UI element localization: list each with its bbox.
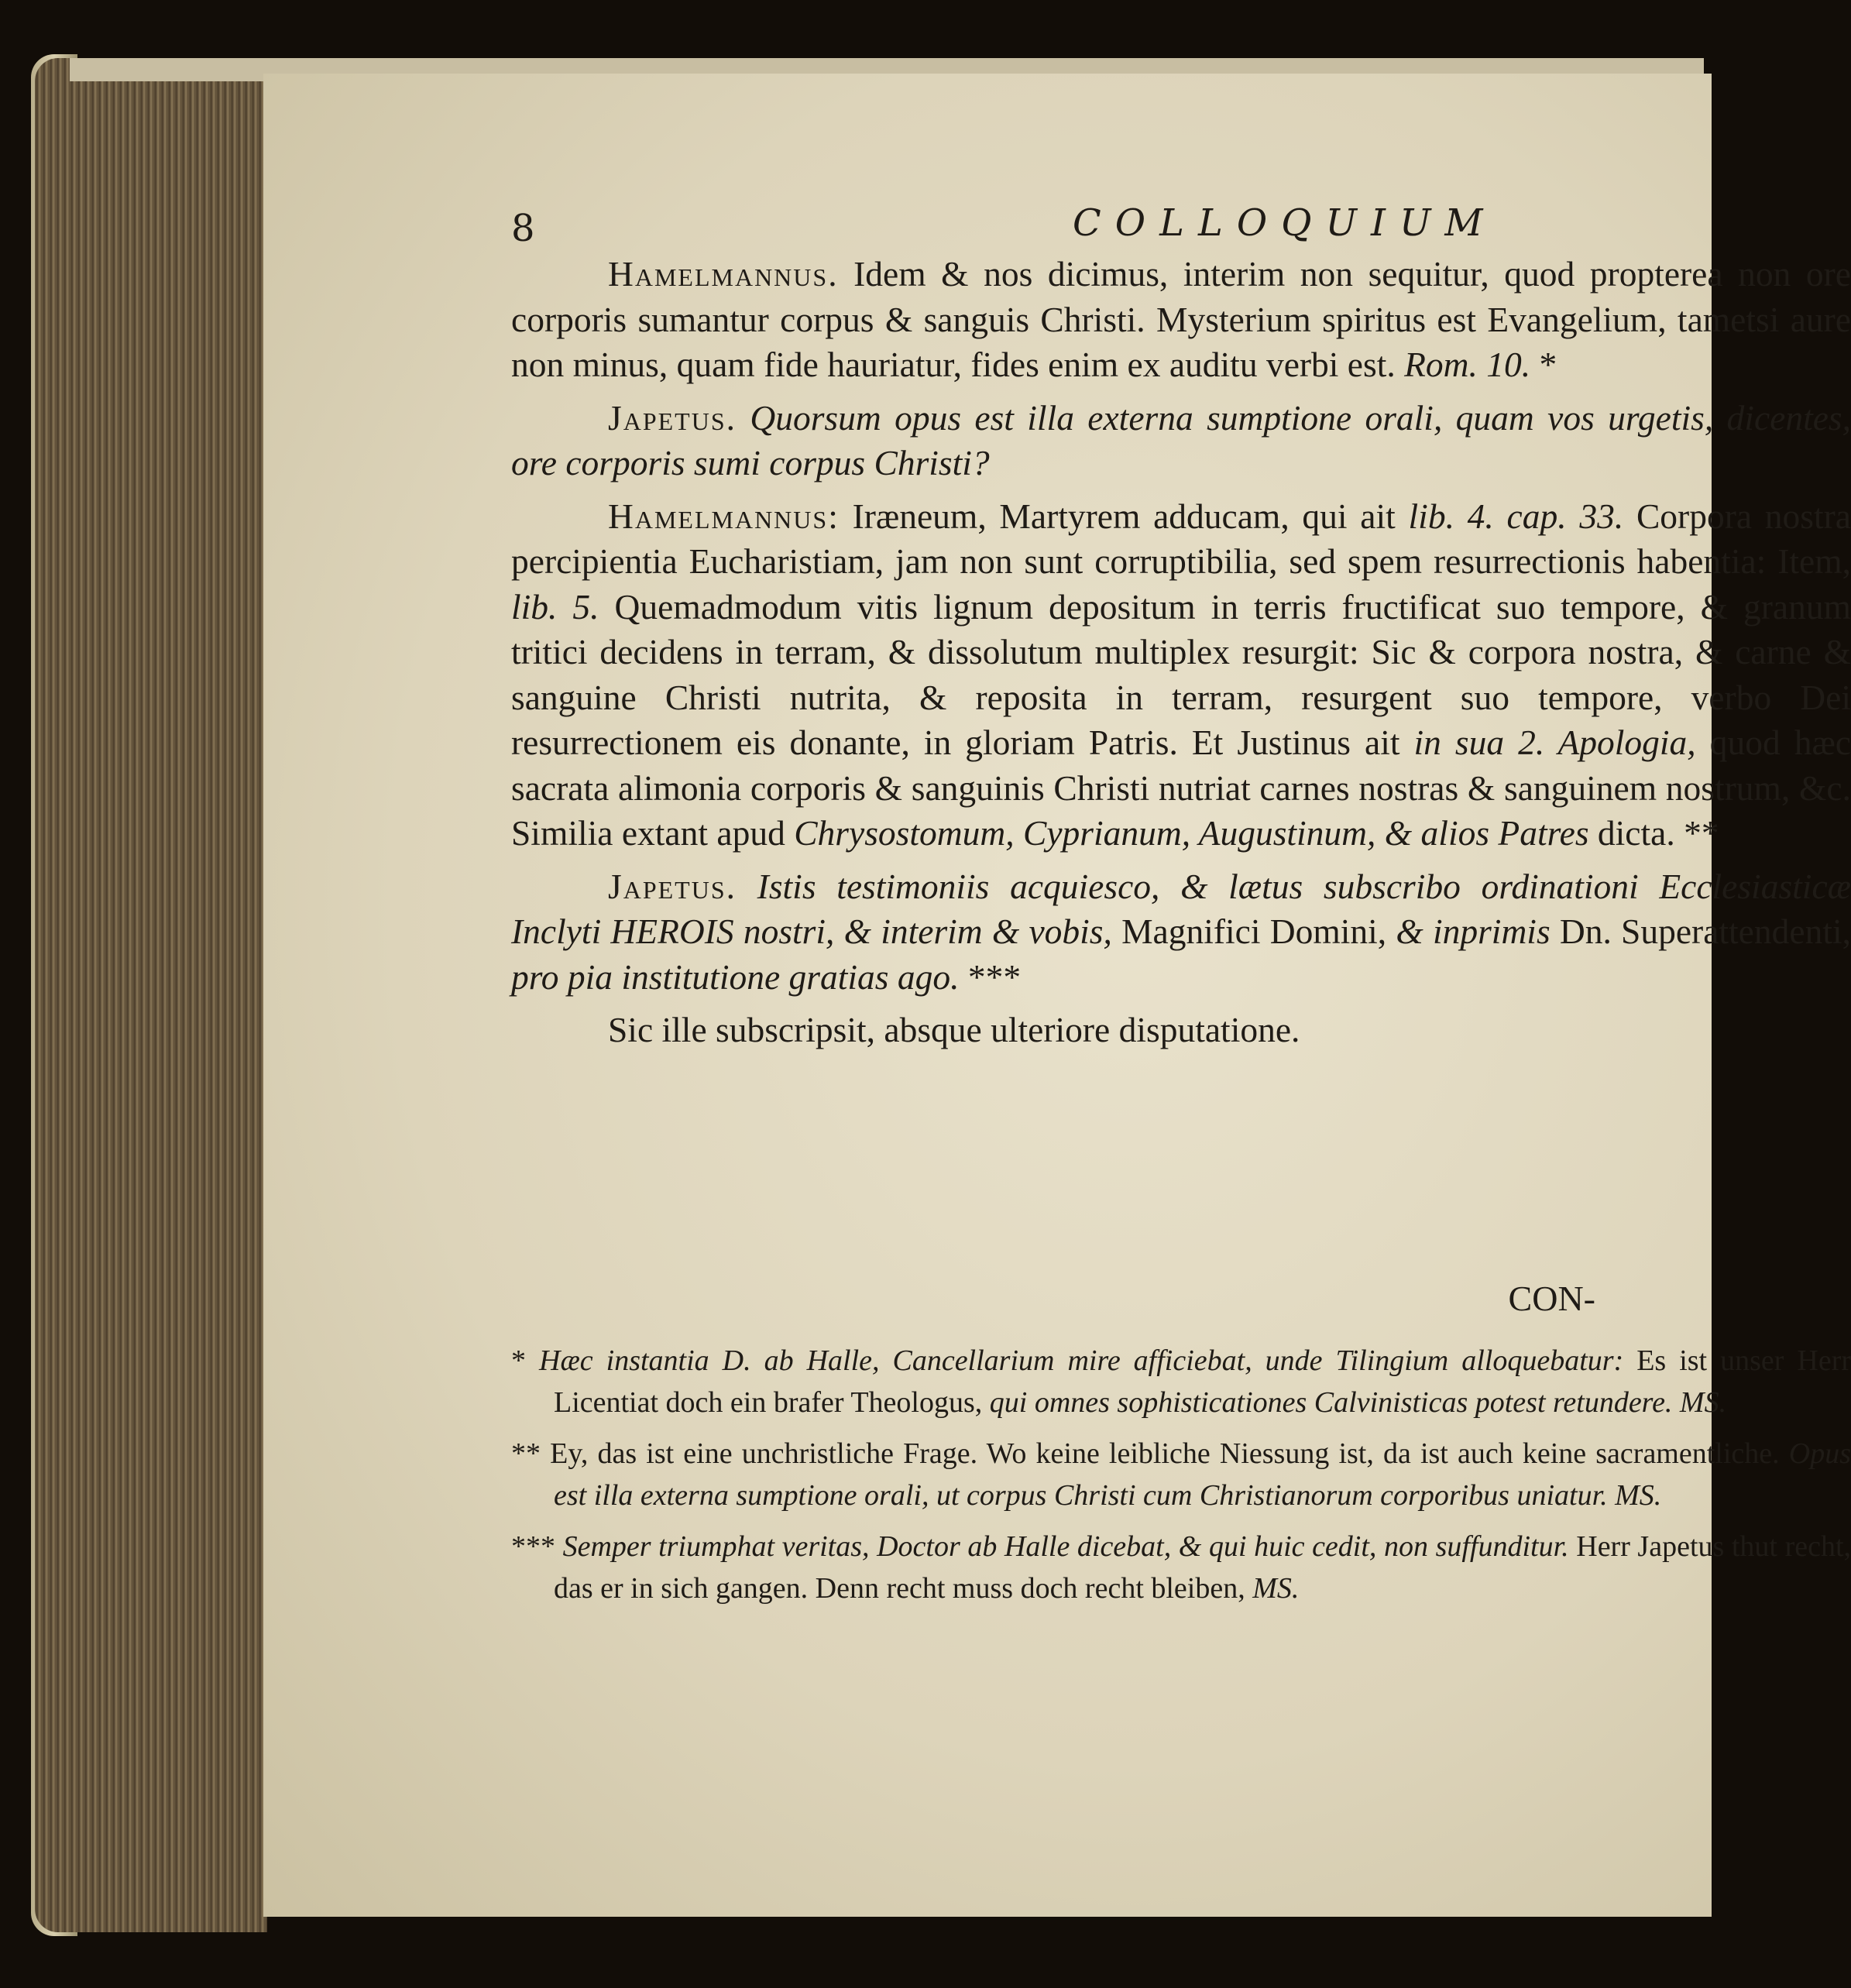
paragraph-text: Idem & nos dicimus, interim non sequitur, quod propterea non ore corporis sumantur corpus & sanguis Christi. Mysterium spiritus est Evangelium, tametsi aure non minus, quam fide hauriatur, fides enim ex auditu verbi est. [511,254,1851,384]
paragraph-text: Magnifici Domini, [1111,912,1396,951]
paragraph-text: & inprimis [1396,912,1551,951]
paragraph-text: Sic ille subscripsit, absque ulteriore disputatione. [608,1010,1300,1049]
catchword: CON- [1508,1279,1595,1318]
footnote-text: Opus est illa externa sumptione orali, ut corpus Christi cum Christianorum corporibus uniatur. MS. [554,1437,1851,1512]
footnote-text: Es ist unser Herr Licentiat doch ein brafer Theologus, [554,1344,1851,1419]
paragraph-text: Corpora nostra percipientia Eucharistiam, jam non sunt corruptibilia, sed spem resurrectionis habentia: Item, [511,496,1851,581]
reference: in sua 2. Apologia, [1413,723,1696,762]
reference: lib. 5. [511,586,599,627]
note-mark: ** [1674,813,1719,853]
note-mark: ** [511,1437,551,1470]
note-mark: *** [959,956,1022,997]
paragraph-text: Quorsum opus est illa externa sumptione orali, quam vos urgetis, dicentes, ore corporis sumi corpus Christi? [511,397,1851,482]
reference: lib. 4. cap. 33. [1408,496,1624,536]
footnote-text: Hæc instantia D. ab Halle, Cancellarium mire afficiebat, unde Tilingium alloquebatur: [539,1344,1624,1377]
speaker-name: Hamelmannus. [608,254,839,294]
paragraph-5 [511,1008,1851,1053]
paragraph-1 [511,252,1851,388]
speaker-name: Japetus. [608,866,737,906]
page-edges [35,58,267,1932]
paragraph-text: Dn. Superattendenti, [1550,912,1851,951]
paragraph-text: Iræneum, Martyrem adducam, qui ait [839,496,1409,536]
paragraph-text: quod hæc sacrata alimonia corporis & sanguinis Christi nutriat carnes nostras & sanguinem nostrum, &c. Similia extant apud [511,723,1851,853]
paragraph-4 [511,864,1851,1001]
footnote-text: Semper triumphat veritas, Doctor ab Halle dicebat, & qui huic cedit, non suffunditur. [562,1530,1569,1563]
note-mark: * [1530,345,1557,384]
paragraph-text: Istis testimoniis acquiesco, & lætus subscribo ordinationi Ecclesiasticæ Inclyti HEROIS nostri, & interim & vobis, [511,866,1851,951]
speaker-name: Hamelmannus: [608,496,840,536]
footnote-text: Herr Japetus thut recht, das er in sich gangen. Denn recht muss doch recht bleiben, [554,1530,1851,1605]
paragraph-3 [511,494,1851,857]
main-text [511,252,1851,1061]
reference: Rom. 10. [1404,345,1531,384]
note-mark: * [511,1344,539,1377]
running-head: COLLOQUIUM [1073,201,1497,245]
footnote-text: qui omnes sophisticationes Calvinisticas potest retundere. MS. [989,1386,1727,1419]
paragraph-text: pro pia institutione gratias ago. [511,956,960,997]
paragraph-text: Quemadmodum vitis lignum depositum in terris fructificat suo tempore, & granum tritici decidens in terram, & dissolutum multiplex resurgit: Sic & corpora nostra, & carne & sanguine Christi nutrita, & reposita in terram, resurgent suo tempore, verbo Dei resurrectionem eis donante, in gloriam Patris. Et Justinus ait [511,586,1851,762]
footnote-text: Ey, das ist eine unchristliche Frage. Wo keine leibliche Niessung ist, da ist auch keine sacramentliche. [550,1437,1789,1470]
reference: Chrysostomum, Cyprianum, Augustinum, & alios Patres [794,813,1589,853]
page-number: 8 [511,207,535,250]
footnote-2 [511,1433,1851,1516]
footnote-text: MS. [1252,1572,1300,1605]
footnotes [511,1340,1851,1619]
speaker-name: Japetus. [608,397,737,438]
footnote-3 [511,1526,1851,1609]
book-page [263,74,1851,1917]
paragraph-text: dicta. [1588,813,1675,853]
paragraph-2 [511,396,1851,486]
note-mark: *** [511,1530,563,1563]
footnote-1 [511,1340,1851,1423]
